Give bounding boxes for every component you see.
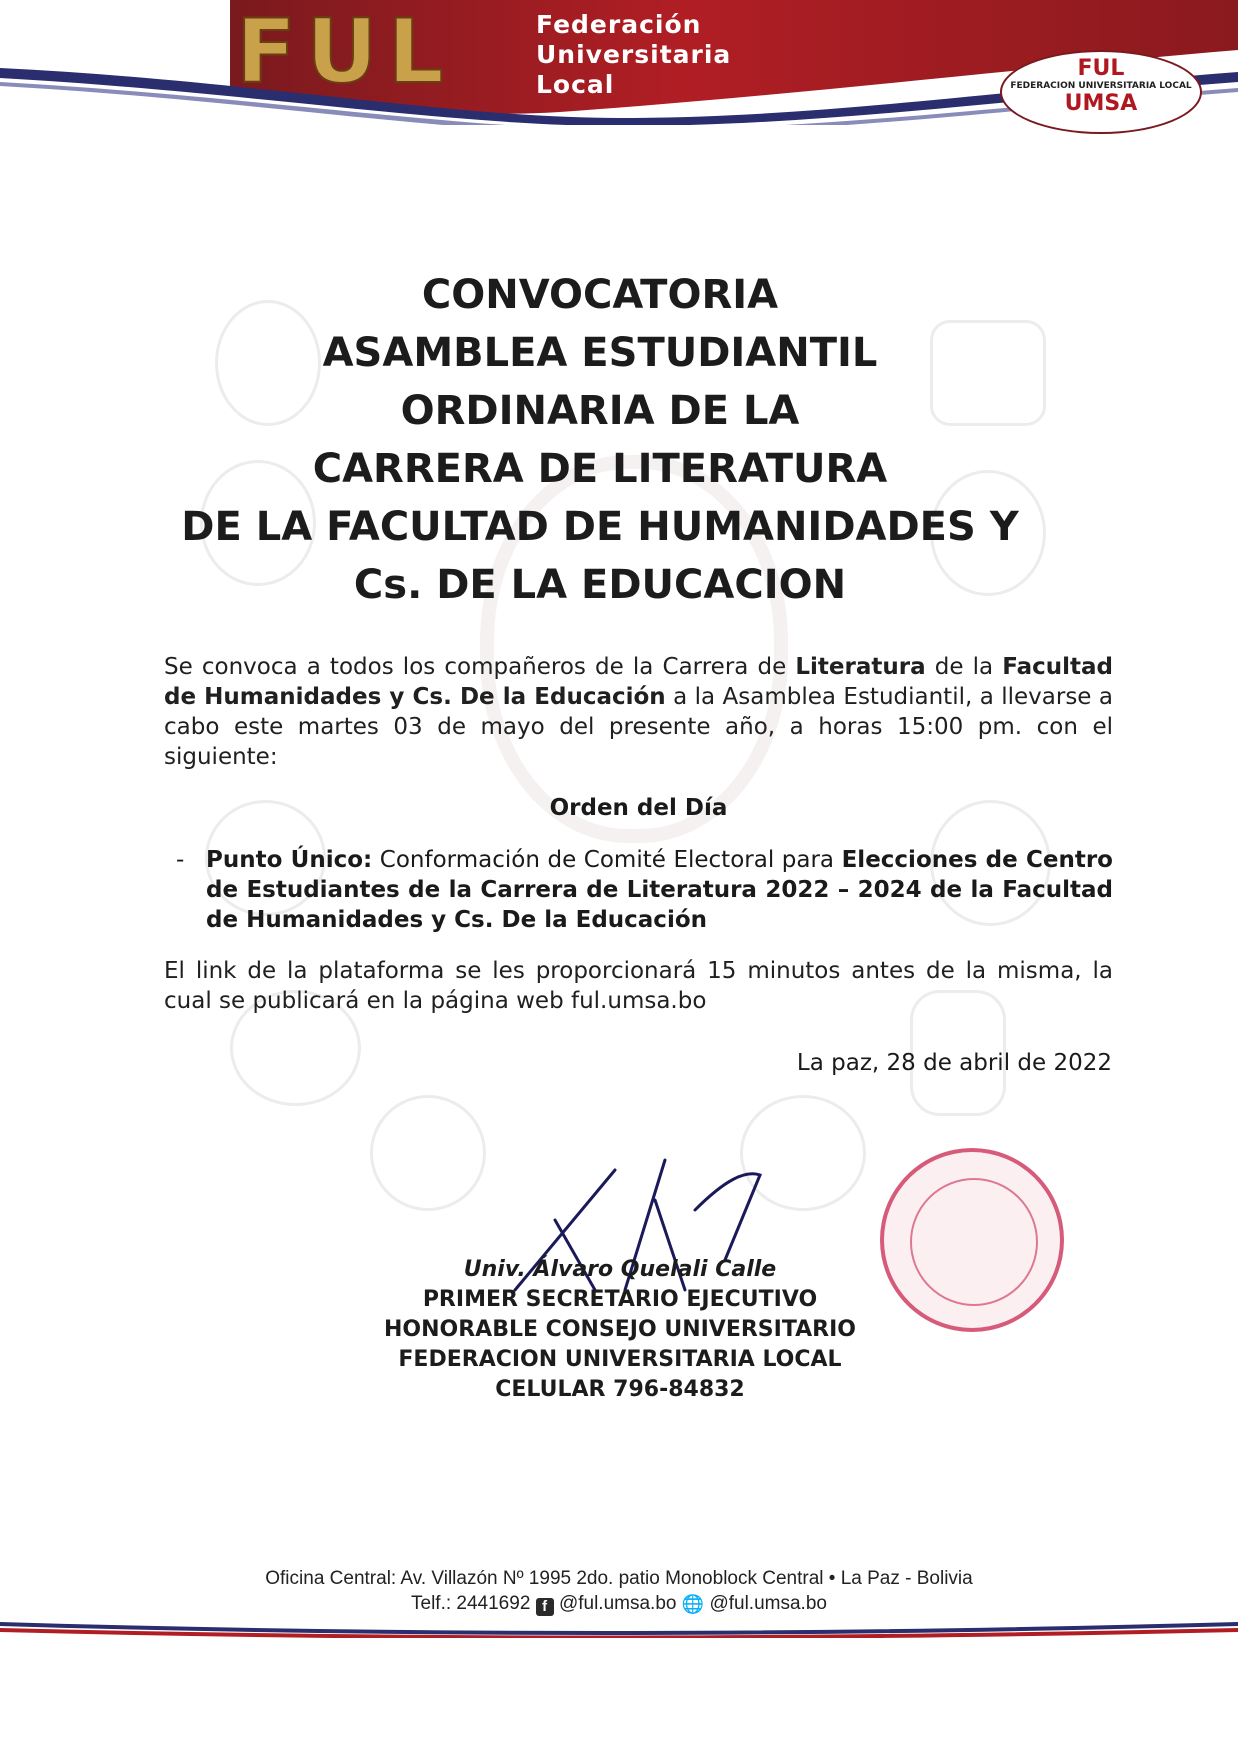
badge-top: FUL (1077, 56, 1125, 81)
footer-phone: Telf.: 2441692 (411, 1593, 531, 1614)
title-line: ASAMBLEA ESTUDIANTIL (322, 330, 878, 376)
globe-icon: 🌐 (681, 1594, 705, 1614)
signatory-block (280, 1255, 960, 1405)
title-line: CONVOCATORIA (421, 272, 779, 318)
list-bullet: - (176, 847, 185, 873)
signatory-phone: CELULAR 796-84832 (495, 1377, 745, 1402)
signatory-name: Univ. Álvaro Quelali Calle (463, 1257, 777, 1282)
badge-bottom: UMSA (1064, 91, 1138, 116)
federation-name-line: Local (536, 70, 615, 99)
title-line: CARRERA DE LITERATURA (312, 446, 888, 492)
ful-umsa-badge-logo (1000, 50, 1202, 134)
signatory-council: HONORABLE CONSEJO UNIVERSITARIO (384, 1317, 856, 1342)
badge-middle: FEDERACION UNIVERSITARIA LOCAL (1010, 81, 1192, 91)
federation-name-line: Universitaria (536, 40, 732, 69)
convocation-paragraph: Se convoca a todos los compañeros de la Carrera de Literatura de la Facultad de Humanidades y Cs. De la Educación a la Asamblea Estudiantil, a llevarse a cabo este martes 03 de mayo del presente año, a horas 15:00 pm. con el siguiente: (164, 654, 1113, 770)
watermark-crest-icon (370, 1095, 486, 1211)
signatory-federation: FEDERACION UNIVERSITARIA LOCAL (398, 1347, 842, 1372)
footer-facebook: @ful.umsa.bo (558, 1593, 677, 1614)
document-date: La paz, 28 de abril de 2022 (796, 1050, 1112, 1076)
link-paragraph: El link de la plataforma se les proporcionará 15 minutos antes de la misma, la cual se publicará en la página web ful.umsa.bo (164, 958, 1113, 1014)
convocatoria-title (100, 266, 1100, 614)
federation-name (536, 10, 731, 100)
title-line: ORDINARIA DE LA (400, 388, 800, 434)
title-line: DE LA FACULTAD DE HUMANIDADES Y (181, 504, 1019, 550)
ful-wordmark-logo: FUL (236, 0, 454, 103)
agenda-item: - Punto Único: Conformación de Comité Electoral para Elecciones de Centro de Estudiantes de la Carrera de Literatura 2022 – 2024 de la Facultad de Humanidades y Cs. De la Educación (176, 847, 1113, 933)
footer-web: @ful.umsa.bo (709, 1593, 827, 1614)
federation-name-line: Federación (536, 10, 702, 39)
footer-contact (0, 1566, 1238, 1617)
footer-address: Oficina Central: Av. Villazón Nº 1995 2do. patio Monoblock Central • La Paz - Bolivia (265, 1568, 973, 1589)
agenda-heading: Orden del Día (549, 795, 728, 821)
signatory-role: PRIMER SECRETARIO EJECUTIVO (422, 1287, 818, 1312)
letterhead-band (0, 0, 1238, 125)
facebook-icon: f (536, 1598, 554, 1616)
title-line: Cs. DE LA EDUCACION (353, 562, 847, 608)
footer-band (0, 1622, 1238, 1638)
